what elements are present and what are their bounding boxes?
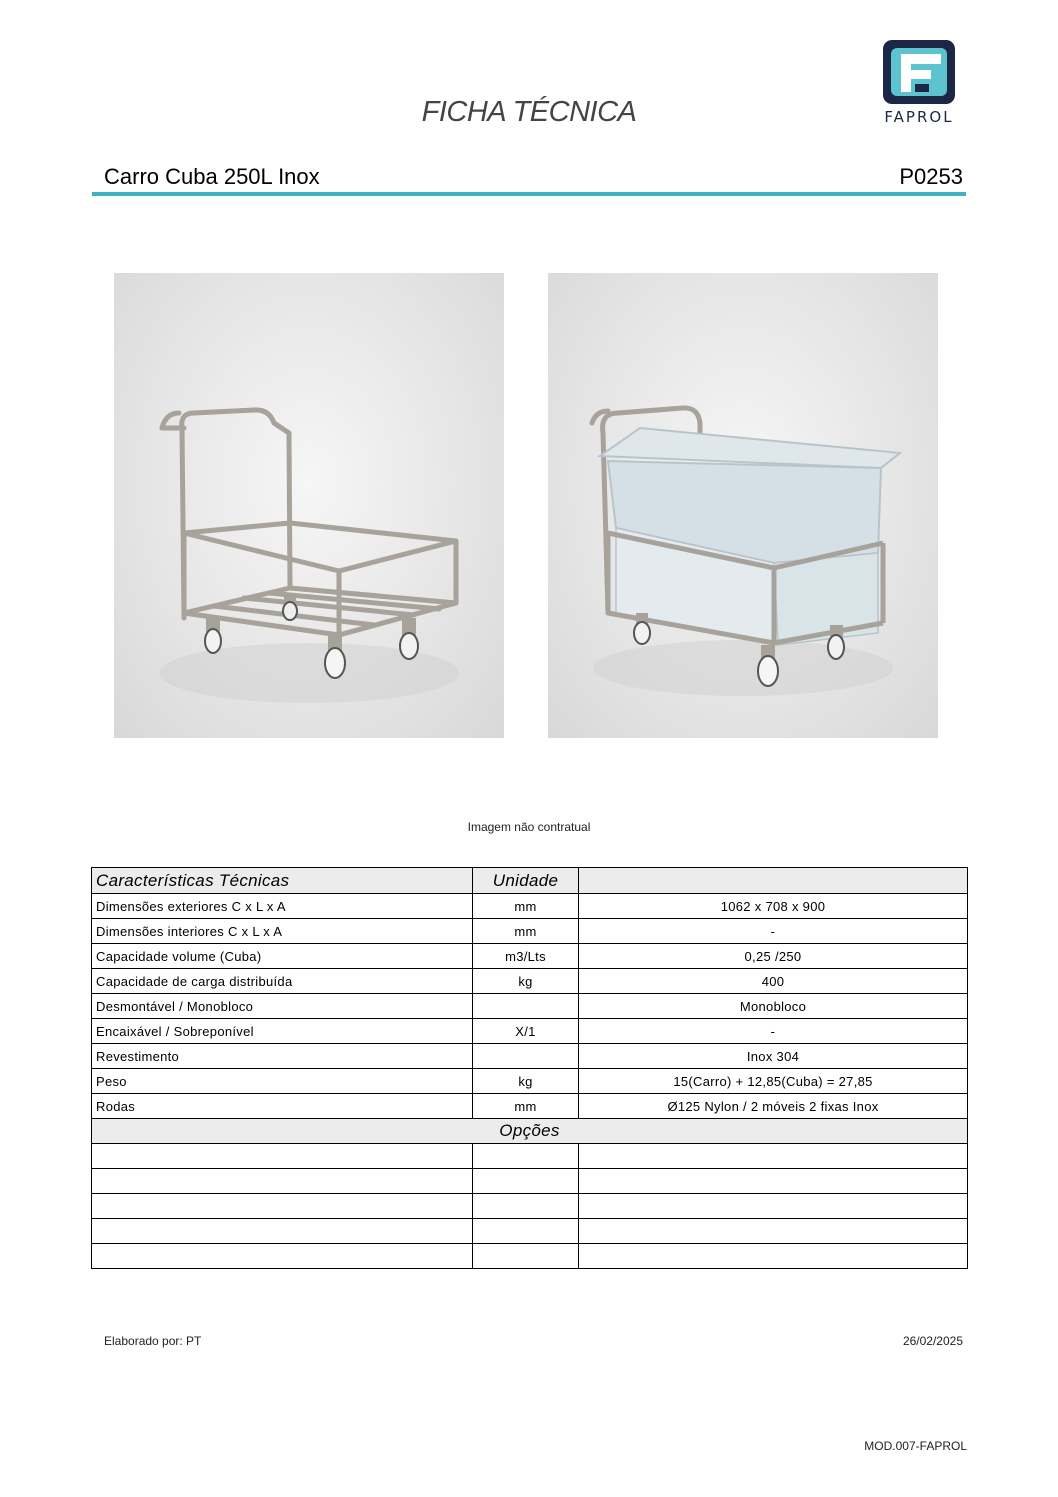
cell-value: Inox 304 — [579, 1044, 968, 1069]
table-row — [92, 944, 968, 969]
cell-unit — [473, 1144, 579, 1169]
option-row — [92, 1244, 968, 1269]
cell-feature: Encaixável / Sobreponível — [92, 1019, 473, 1044]
cell-unit — [473, 1044, 579, 1069]
trolley-frame-image — [114, 273, 504, 738]
cell-feature — [92, 1194, 473, 1219]
table-row — [92, 1094, 968, 1119]
table-header-row — [92, 868, 968, 894]
cell-feature — [92, 1219, 473, 1244]
option-row — [92, 1194, 968, 1219]
cell-feature: Rodas — [92, 1094, 473, 1119]
cell-value: - — [579, 1019, 968, 1044]
cell-unit: mm — [473, 894, 579, 919]
table-row — [92, 994, 968, 1019]
trolley-with-tub-icon — [548, 273, 938, 738]
cell-value: Monobloco — [579, 994, 968, 1019]
option-row — [92, 1144, 968, 1169]
specifications-table — [91, 867, 968, 1269]
header-unit: Unidade — [473, 868, 579, 894]
table-row — [92, 1019, 968, 1044]
prepared-by: Elaborado por: PT — [104, 1334, 202, 1348]
cell-unit: kg — [473, 1069, 579, 1094]
cell-unit — [473, 1194, 579, 1219]
header-value — [579, 868, 968, 894]
document-title: FICHA TÉCNICA — [421, 96, 637, 128]
cell-feature: Capacidade volume (Cuba) — [92, 944, 473, 969]
cell-unit — [473, 994, 579, 1019]
options-label: Opções — [92, 1119, 968, 1144]
cell-feature: Dimensões interiores C x L x A — [92, 919, 473, 944]
cell-feature — [92, 1244, 473, 1269]
cell-value: 1062 x 708 x 900 — [579, 894, 968, 919]
cell-value: 0,25 /250 — [579, 944, 968, 969]
cell-value: 15(Carro) + 12,85(Cuba) = 27,85 — [579, 1069, 968, 1094]
table-row — [92, 894, 968, 919]
cell-value: 400 — [579, 969, 968, 994]
option-row — [92, 1169, 968, 1194]
trolley-frame-icon — [114, 273, 504, 738]
option-row — [92, 1219, 968, 1244]
cell-value: - — [579, 919, 968, 944]
trolley-with-tub-image — [548, 273, 938, 738]
cell-value — [579, 1169, 968, 1194]
cell-feature — [92, 1144, 473, 1169]
cell-feature — [92, 1169, 473, 1194]
cell-feature: Capacidade de carga distribuída — [92, 969, 473, 994]
image-disclaimer: Imagem não contratual — [467, 820, 591, 834]
cell-unit: kg — [473, 969, 579, 994]
cell-unit: m3/Lts — [473, 944, 579, 969]
cell-unit — [473, 1244, 579, 1269]
table-row — [92, 1044, 968, 1069]
table-row — [92, 1069, 968, 1094]
table-row — [92, 969, 968, 994]
cell-value — [579, 1194, 968, 1219]
cell-unit — [473, 1169, 579, 1194]
cell-feature: Desmontável / Monobloco — [92, 994, 473, 1019]
product-name: Carro Cuba 250L Inox — [104, 164, 320, 189]
cell-unit: X/1 — [473, 1019, 579, 1044]
logo-wordmark: FAPROL — [884, 108, 954, 126]
document-date: 26/02/2025 — [902, 1334, 963, 1348]
cell-unit: mm — [473, 919, 579, 944]
cell-value — [579, 1144, 968, 1169]
cell-value — [579, 1219, 968, 1244]
cell-unit: mm — [473, 1094, 579, 1119]
table-row — [92, 919, 968, 944]
form-code: MOD.007-FAPROL — [864, 1439, 967, 1453]
cell-feature: Peso — [92, 1069, 473, 1094]
product-code: P0253 — [899, 164, 963, 189]
cell-feature: Dimensões exteriores C x L x A — [92, 894, 473, 919]
options-section-row — [92, 1119, 968, 1144]
cell-value — [579, 1244, 968, 1269]
header-rule — [92, 192, 966, 196]
cell-feature: Revestimento — [92, 1044, 473, 1069]
cell-unit — [473, 1219, 579, 1244]
cell-value: Ø125 Nylon / 2 móveis 2 fixas Inox — [579, 1094, 968, 1119]
header-features: Características Técnicas — [92, 868, 473, 894]
